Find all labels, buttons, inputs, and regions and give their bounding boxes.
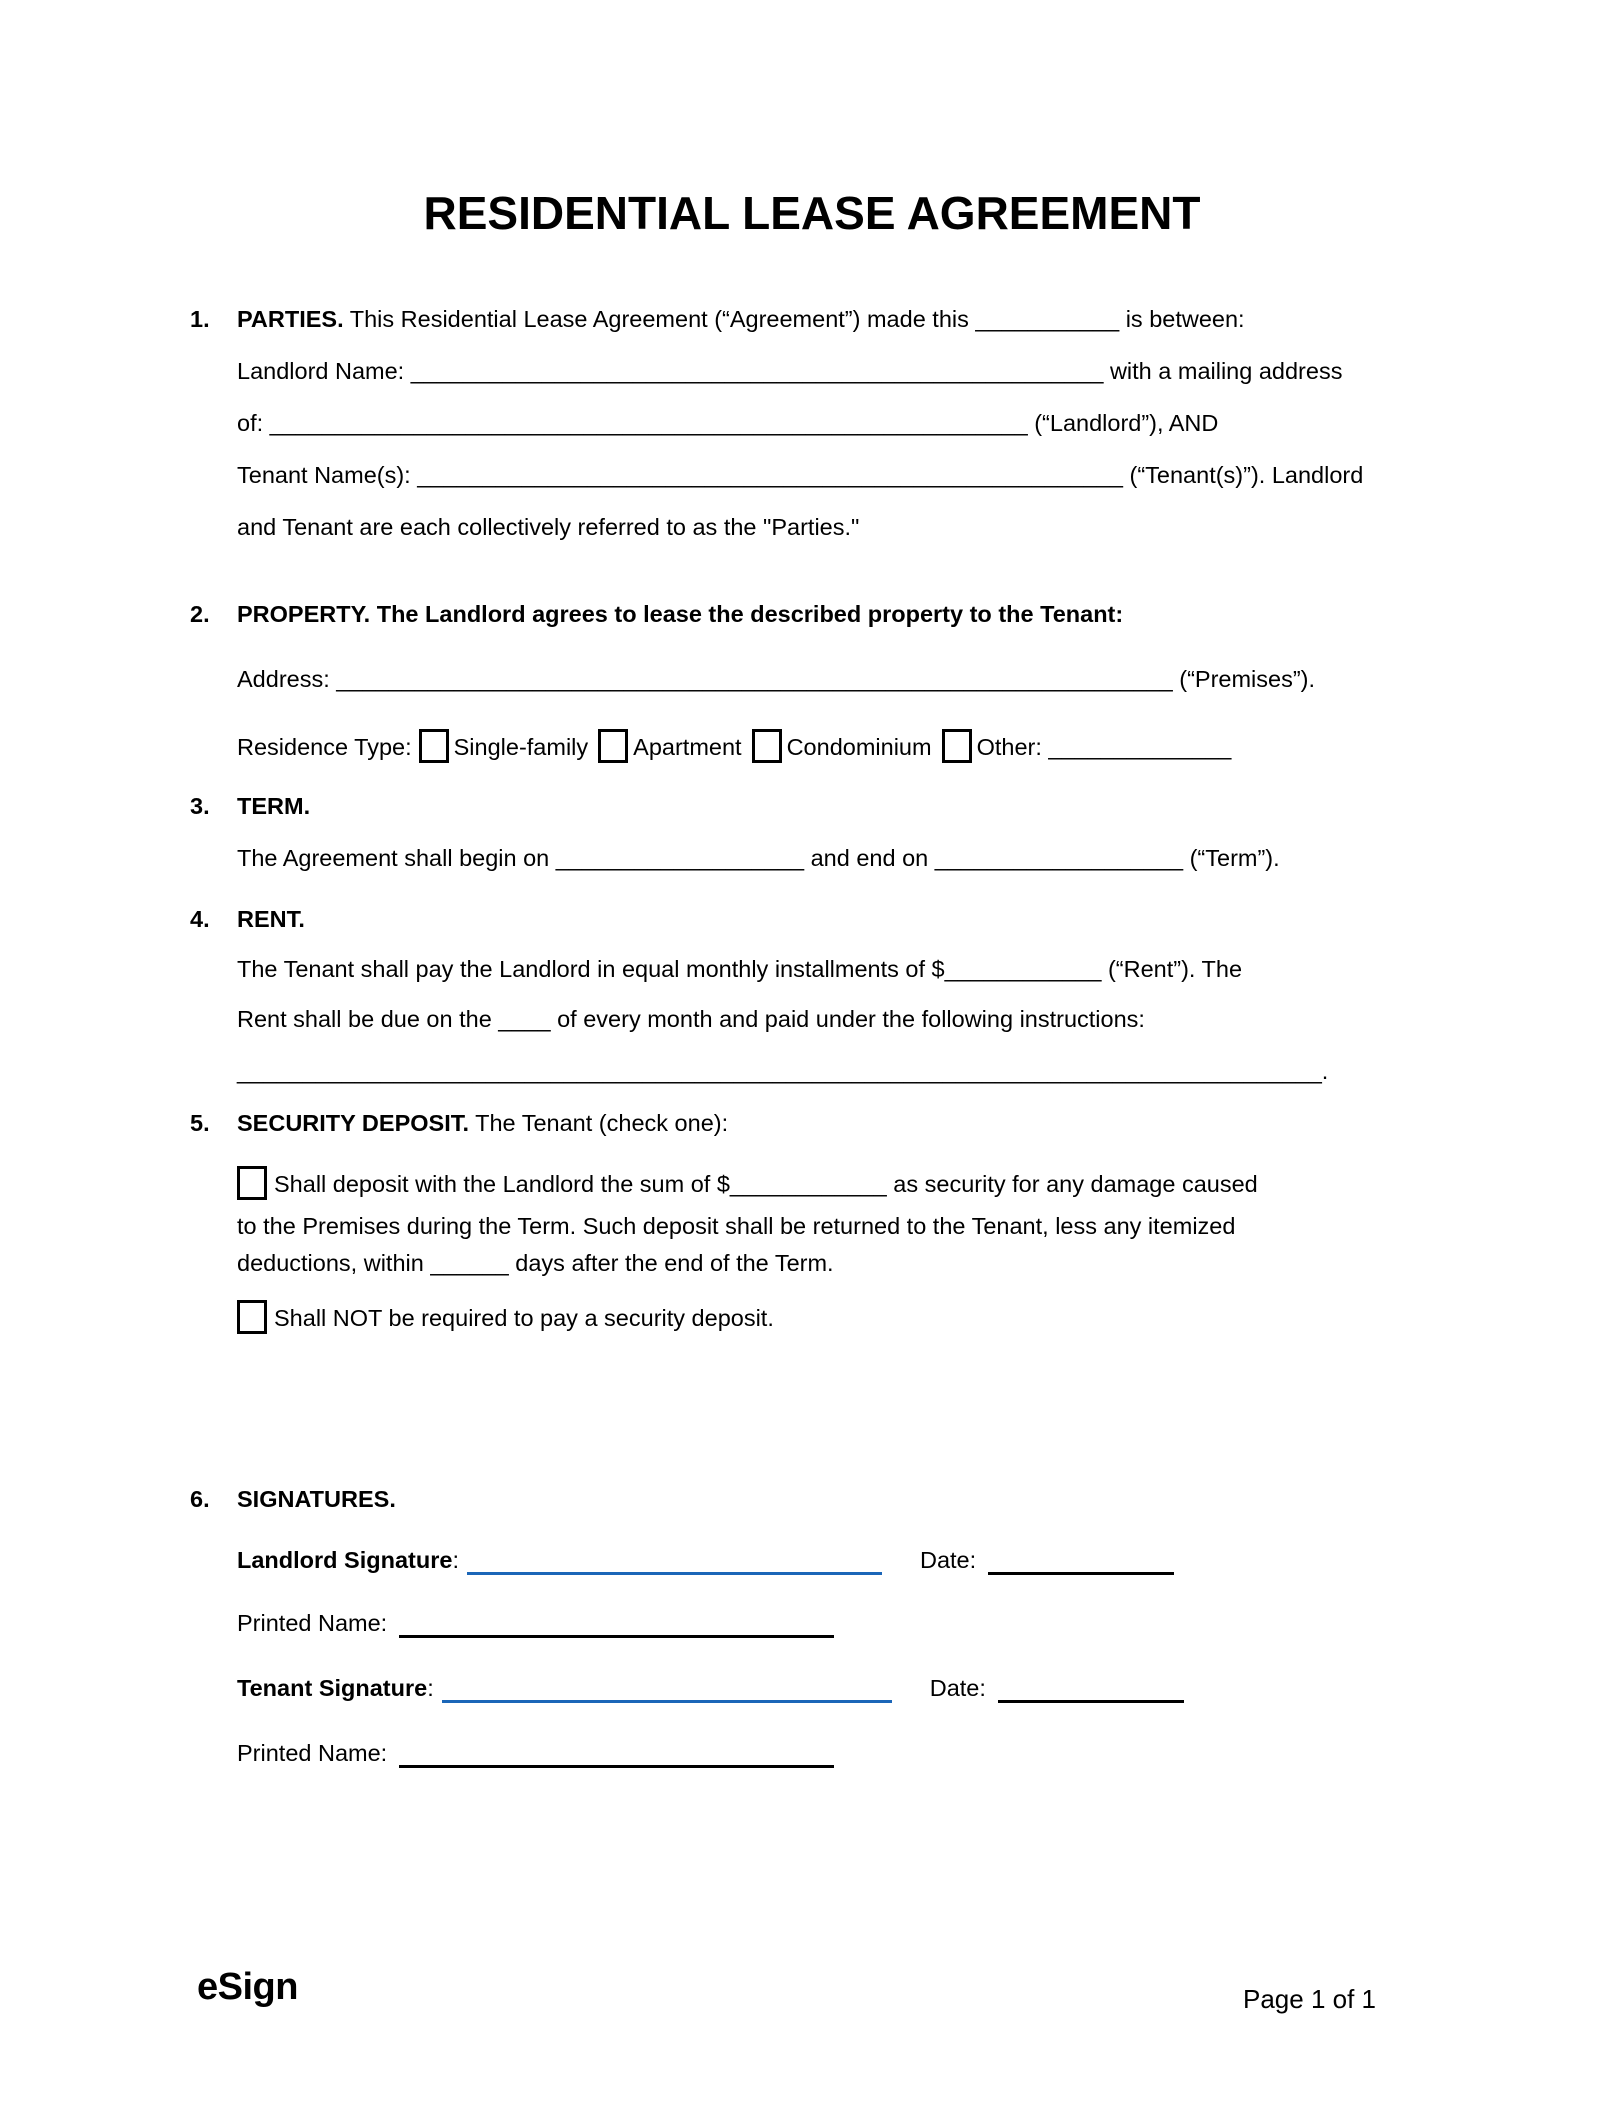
page-number: Page 1 of 1 bbox=[1243, 1984, 1376, 2014]
term-dates-line bbox=[237, 842, 1280, 874]
residence-type-label: Residence Type: bbox=[237, 734, 412, 760]
deposit-option-line-2 bbox=[237, 1210, 1235, 1242]
rent-amount-line bbox=[237, 953, 1242, 985]
landlord-signature-row bbox=[237, 1544, 1174, 1576]
tenant-signature-label: Tenant Signature bbox=[237, 1675, 428, 1701]
section-number: 1. bbox=[190, 306, 210, 332]
shall-deposit-checkbox[interactable] bbox=[237, 1166, 267, 1200]
single-family-label: Single-family bbox=[453, 734, 589, 760]
printed-name-label: Printed Name: bbox=[237, 1740, 388, 1766]
label-colon: : bbox=[427, 1675, 434, 1701]
property-address-line bbox=[237, 663, 1315, 695]
document-title: RESIDENTIAL LEASE AGREEMENT bbox=[423, 187, 1201, 239]
landlord-address-line bbox=[237, 407, 1218, 439]
tenant-signature-row bbox=[237, 1672, 1184, 1704]
date-label: Date: bbox=[919, 1547, 977, 1573]
term-dates-text: The Agreement shall begin on ___________________ and end on ___________________ (“Term”). bbox=[237, 845, 1280, 871]
parties-closing-line bbox=[237, 511, 859, 543]
deposit-option-line-1 bbox=[237, 1166, 1258, 1200]
landlord-name-text: Landlord Name: _____________________________________________________ with a mailing address bbox=[237, 358, 1343, 384]
section-heading-label: SIGNATURES. bbox=[237, 1486, 396, 1512]
other-checkbox[interactable] bbox=[942, 729, 972, 763]
other-label: Other: ______________ bbox=[976, 734, 1232, 760]
tenant-signature-field[interactable] bbox=[442, 1676, 892, 1703]
tenant-printed-name-field[interactable] bbox=[399, 1741, 834, 1768]
section-heading-label: SECURITY DEPOSIT. bbox=[237, 1110, 470, 1136]
section-rent-heading bbox=[190, 903, 305, 935]
section-heading-label: PROPERTY. The Landlord agrees to lease the described property to the Tenant: bbox=[237, 601, 1124, 627]
tenant-name-line bbox=[237, 459, 1363, 491]
landlord-signature-label: Landlord Signature bbox=[237, 1547, 453, 1573]
parties-intro-text: This Residential Lease Agreement (“Agreement”) made this ___________ is between: bbox=[343, 306, 1245, 332]
tenant-name-text: Tenant Name(s): ______________________________________________________ (“Tenant(s)”). Landlord bbox=[237, 462, 1364, 488]
security-deposit-intro-text: The Tenant (check one): bbox=[469, 1110, 729, 1136]
landlord-address-text: of: __________________________________________________________ (“Landlord”), AND bbox=[237, 410, 1219, 436]
section-number: 6. bbox=[190, 1486, 210, 1512]
section-security-deposit-heading bbox=[190, 1107, 728, 1139]
section-parties-heading bbox=[190, 303, 1245, 335]
landlord-name-line bbox=[237, 355, 1342, 387]
rent-due-line bbox=[237, 1003, 1145, 1035]
tenant-date-field[interactable] bbox=[998, 1676, 1184, 1703]
landlord-signature-field[interactable] bbox=[467, 1548, 882, 1575]
landlord-printed-name-row bbox=[237, 1607, 834, 1639]
tenant-printed-name-row bbox=[237, 1737, 834, 1769]
section-term-heading bbox=[190, 790, 310, 822]
no-deposit-checkbox[interactable] bbox=[237, 1300, 267, 1334]
esign-logo: eSign bbox=[197, 1966, 298, 2008]
section-heading-label: PARTIES. bbox=[237, 306, 344, 332]
section-number: 5. bbox=[190, 1110, 210, 1136]
residence-type-line bbox=[237, 729, 1231, 763]
deposit-option-line-3 bbox=[237, 1247, 834, 1279]
no-deposit-option-text: Shall NOT be required to pay a security deposit. bbox=[274, 1305, 774, 1331]
rent-instructions-blank: ___________________________________________________________________________________. bbox=[237, 1058, 1329, 1084]
condominium-label: Condominium bbox=[786, 734, 932, 760]
label-colon: : bbox=[452, 1547, 459, 1573]
landlord-date-field[interactable] bbox=[988, 1548, 1174, 1575]
date-label: Date: bbox=[929, 1675, 986, 1701]
section-signatures-heading bbox=[190, 1483, 396, 1515]
single-family-checkbox[interactable] bbox=[419, 729, 449, 763]
section-number: 2. bbox=[190, 601, 210, 627]
parties-closing-text: and Tenant are each collectively referred to as the "Parties." bbox=[237, 514, 860, 540]
section-heading-label: TERM. bbox=[237, 793, 311, 819]
deposit-option-text-1: Shall deposit with the Landlord the sum of $____________ as security for any damage caused bbox=[274, 1171, 1258, 1197]
property-address-text: Address: ________________________________________________________________ (“Premises”). bbox=[237, 666, 1316, 692]
condominium-checkbox[interactable] bbox=[752, 729, 782, 763]
no-deposit-option-line bbox=[237, 1300, 774, 1334]
landlord-printed-name-field[interactable] bbox=[399, 1611, 834, 1638]
deposit-option-text-3: deductions, within ______ days after the end of the Term. bbox=[237, 1250, 834, 1276]
apartment-label: Apartment bbox=[633, 734, 742, 760]
rent-instructions-blank-line bbox=[237, 1055, 1328, 1087]
deposit-option-text-2: to the Premises during the Term. Such deposit shall be returned to the Tenant, less any itemized bbox=[237, 1213, 1236, 1239]
section-number: 3. bbox=[190, 793, 210, 819]
apartment-checkbox[interactable] bbox=[598, 729, 628, 763]
printed-name-label: Printed Name: bbox=[237, 1610, 388, 1636]
section-heading-label: RENT. bbox=[237, 906, 305, 932]
rent-amount-text: The Tenant shall pay the Landlord in equal monthly installments of $____________ (“Rent”). The bbox=[237, 956, 1243, 982]
rent-due-text: Rent shall be due on the ____ of every month and paid under the following instructions: bbox=[237, 1006, 1145, 1032]
section-property-heading bbox=[190, 598, 1123, 630]
section-number: 4. bbox=[190, 906, 210, 932]
